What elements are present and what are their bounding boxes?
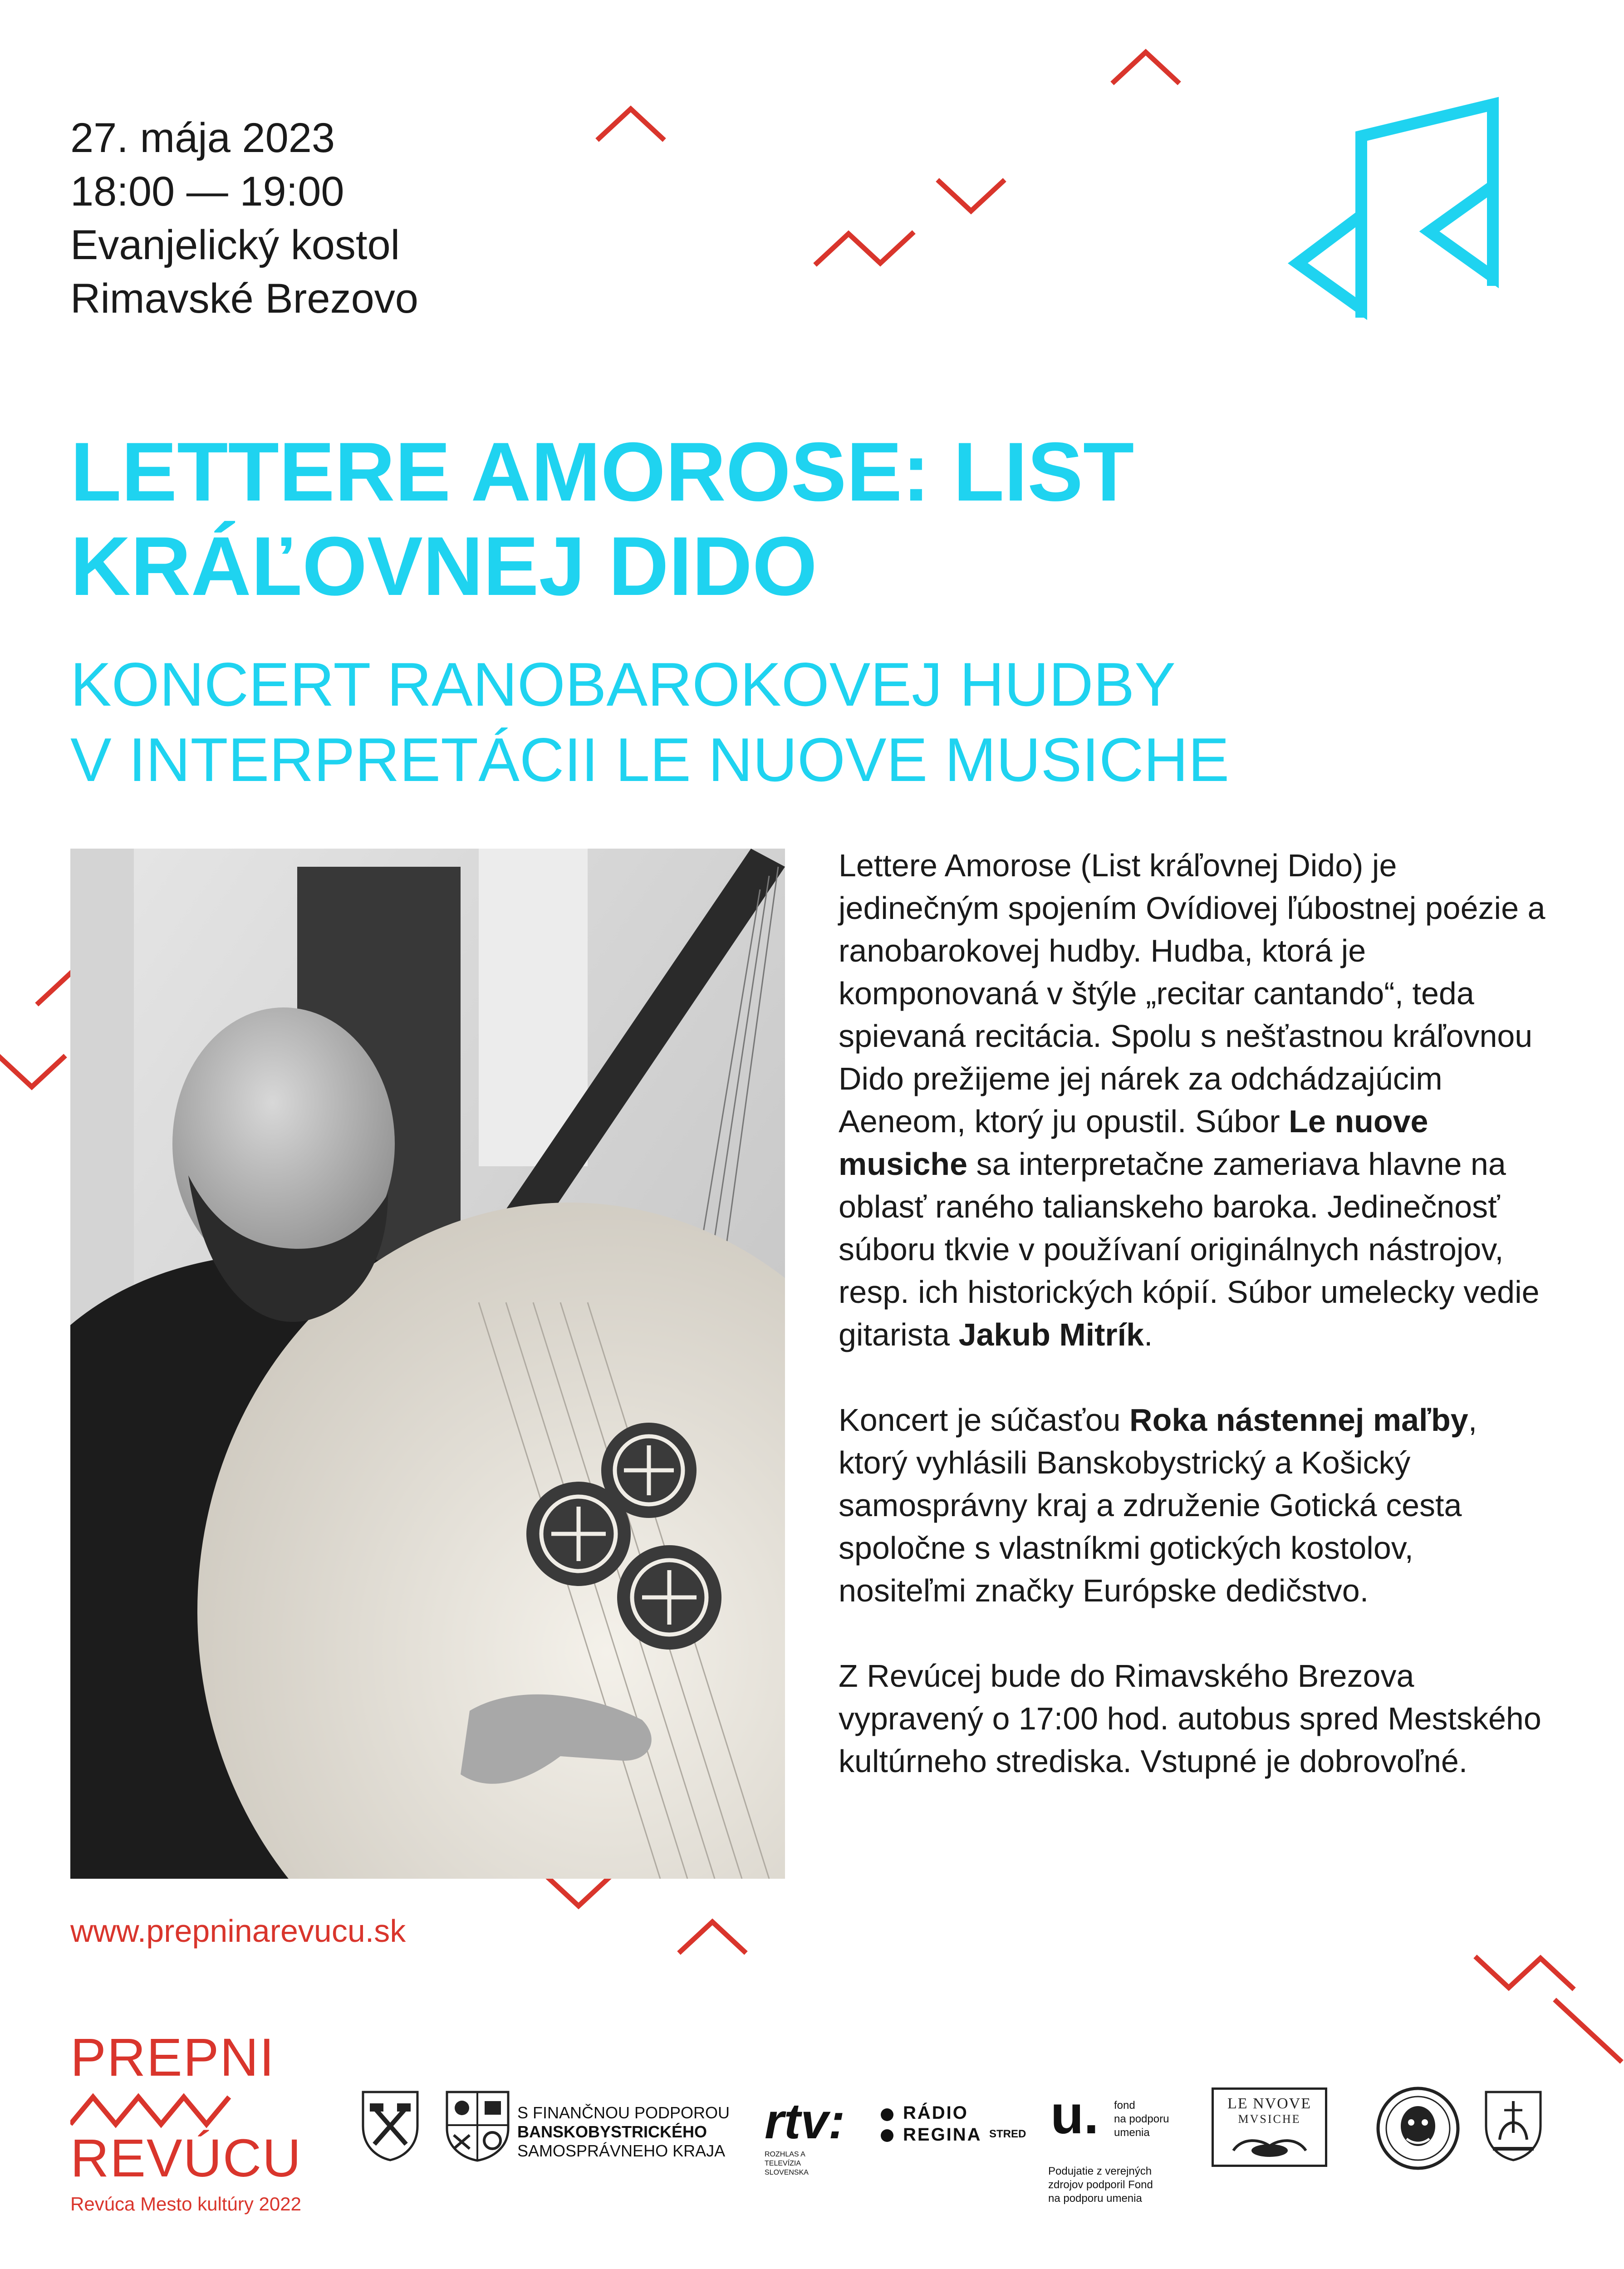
page-subtitle [70, 647, 1522, 797]
brand-tagline: Revúca Mesto kultúry 2022 [70, 2193, 301, 2215]
ensemble-name: Le nuove musiche [839, 1104, 1428, 1182]
radio-regina-dots-icon [878, 2106, 896, 2146]
description-paragraph-1: Lettere Amorose (List kráľovnej Dido) je jedinečným spojením Ovídiovej ľúbostnej poézie a ranobarokovej hudby. Hudba, ktorá je komponovaná v štýle „recitar cantando“, teda spievaná recitácia. Spolu s nešťastnou kráľovnou Dido prežijeme jej nárek za odchádzajúcim Aeneom, ktorý ju opustil. Súbor Le nuove musiche sa interpretačne zameriava hlavne na oblasť raného talianskeho baroka. Jedinečnosť súboru tkvie v používaní originálnych nástrojov, resp. ich historických kópií. Súbor umelecky vedie gitarista Jakub Mitrík. [839, 848, 1545, 1352]
title-line-1: LETTERE AMOROSE: LIST [70, 425, 1134, 518]
description-paragraph-3: Z Revúcej bude do Rimavského Brezova vypravený o 17:00 hod. autobus spred Mestského kultúrneho strediska. Vstupné je dobrovoľné. [839, 1658, 1541, 1779]
round-emblem-icon [1375, 2085, 1461, 2171]
rtvs-logo: rtv: ROZHLAS A TELEVÍZIA SLOVENSKA [765, 2093, 845, 2176]
musician-photo [70, 849, 785, 1879]
le-nuove-musiche-logo: LE NVOVE MVSICHE [1212, 2087, 1327, 2167]
event-venue: Evanjelický kostol [70, 222, 400, 268]
description [839, 844, 1546, 1825]
sponsor-logos [0, 2069, 1624, 2251]
event-place: Rimavské Brezovo [70, 275, 418, 322]
brand-word-2: REVÚCU [70, 2128, 302, 2188]
bbsk-coat-of-arms-icon [445, 2090, 510, 2162]
event-time: 18:00 — 19:00 [70, 168, 344, 215]
music-note-icon [1284, 95, 1506, 322]
fpu-mark: u. [1050, 2084, 1099, 2145]
rimavske-brezovo-coat-of-arms-icon [1484, 2090, 1543, 2162]
director-name: Jakub Mitrík [958, 1317, 1144, 1352]
event-date: 27. mája 2023 [70, 115, 335, 161]
fpu-note: Podujatie z verejných zdrojov podporil Fond na podporu umenia [1048, 2165, 1153, 2205]
website-link[interactable]: www.prepninarevucu.sk [70, 1913, 406, 1949]
subtitle-line-2: V INTERPRETÁCII LE NUOVE MUSICHE [70, 725, 1230, 794]
revuca-coat-of-arms-icon [361, 2090, 420, 2162]
subtitle-line-1: KONCERT RANOBAROKOVEJ HUDBY [70, 650, 1176, 719]
page-title [70, 424, 1477, 613]
project-name: Roka nástennej maľby [1129, 1402, 1468, 1438]
radio-regina-logo: RÁDIO REGINA [903, 2103, 982, 2145]
radio-regina-suffix: STRED [989, 2128, 1026, 2140]
brand-word-1: PREPNI [70, 2028, 275, 2087]
lion-ornament-icon [1224, 2128, 1315, 2160]
title-line-2: KRÁĽOVNEJ DIDO [70, 519, 817, 613]
bbsk-text: S FINANČNOU PODPOROU BANSKOBYSTRICKÉHO SAMOSPRÁVNEHO KRAJA [517, 2103, 730, 2160]
description-paragraph-2: Koncert je súčasťou Roka nástennej maľby, ktorý vyhlásili Banskobystrický a Košický samosprávny kraj a združenie Gotická cesta spoločne s vlastníkmi gotických kostolov, nositeľmi značky Európske dedičstvo. [839, 1402, 1477, 1608]
fpu-name: fond na podporu umenia [1114, 2099, 1169, 2139]
